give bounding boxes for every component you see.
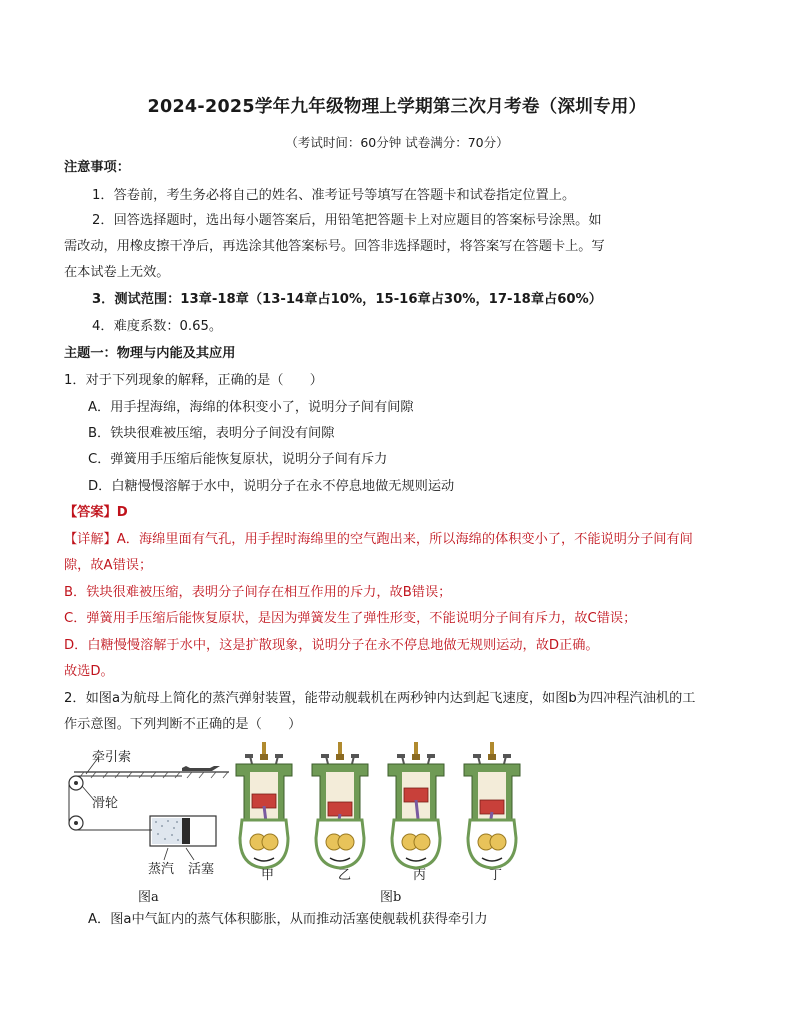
engine-2 xyxy=(312,742,368,868)
q1-option-d: D．白糖慢慢溶解于水中，说明分子在永不停息地做无规则运动 xyxy=(88,479,455,494)
notice-item-2: 2．回答选择题时，选出每小题答案后，用铅笔把答题卡上对应题目的答案标号涂黑。如 xyxy=(92,213,602,228)
fig-b-caption: 图b xyxy=(380,890,402,905)
notice-item-1: 1．答卷前，考生务必将自己的姓名、准考证号等填写在答题卡和试卷指定位置上。 xyxy=(92,188,576,203)
engine-1 xyxy=(236,742,292,868)
q2-stem: 2．如图a为航母上简化的蒸汽弹射装置，能带动舰载机在两秒钟内达到起飞速度，如图b为四冲程汽油机的工 xyxy=(64,691,696,706)
engine-label-1: 甲 xyxy=(261,868,275,883)
engine-label-4: 丁 xyxy=(489,868,503,883)
page-title: 2024-2025学年九年级物理上学期第三次月考卷（深圳专用） xyxy=(147,97,647,117)
q2-stem-cont: 作示意图。下列判断不正确的是（ ） xyxy=(64,717,302,732)
notice-item-3: 3．测试范围：13章-18章（13-14章占10%，15-16章占30%，17-18章占60%） xyxy=(92,292,602,307)
q1-option-b: B．铁块很难被压缩，表明分子间没有间隙 xyxy=(88,426,335,441)
q2-option-a: A．图a中气缸内的蒸气体积膨胀，从而推动活塞使舰载机获得牵引力 xyxy=(88,912,488,927)
notice-heading: 注意事项： xyxy=(64,160,130,175)
notice-item-2-end: 在本试卷上无效。 xyxy=(64,265,170,280)
q1-option-a: A．用手捏海绵，海绵的体积变小了，说明分子间有间隙 xyxy=(88,400,414,415)
label-piston: 活塞 xyxy=(188,862,215,877)
q1-detail-a: 【详解】A．海绵里面有气孔，用手捏时海绵里的空气跑出来，所以海绵的体积变小了，不能说明分子间有间 xyxy=(64,532,693,547)
fig-a-caption: 图a xyxy=(138,890,159,905)
q1-option-c: C．弹簧用手压缩后能恢复原状，说明分子间有斥力 xyxy=(88,452,388,467)
engine-label-2: 乙 xyxy=(338,868,352,883)
label-pulley: 滑轮 xyxy=(92,796,119,811)
section-heading: 主题一：物理与内能及其应用 xyxy=(64,346,236,361)
q1-detail-c: C．弹簧用手压缩后能恢复原状，是因为弹簧发生了弹性形变，不能说明分子间有斥力，故C错误； xyxy=(64,611,637,626)
exam-info: （考试时间：60分钟 试卷满分：70分） xyxy=(285,135,509,150)
engine-3 xyxy=(388,742,444,868)
notice-item-4: 4．难度系数：0.65。 xyxy=(92,319,223,334)
engine-label-3: 丙 xyxy=(413,868,427,883)
q1-stem: 1．对于下列现象的解释，正确的是（ ） xyxy=(64,373,323,388)
engine-4 xyxy=(464,742,520,868)
q1-answer: 【答案】D xyxy=(64,505,128,520)
label-tow-rope: 牵引索 xyxy=(92,750,132,765)
q1-detail-d: D．白糖慢慢溶解于水中，这是扩散现象，说明分子在永不停息地做无规则运动，故D正确。 xyxy=(64,638,599,653)
q1-conclusion: 故选D。 xyxy=(64,664,114,679)
notice-item-2-cont: 需改动，用橡皮擦干净后，再选涂其他答案标号。回答非选择题时，将答案写在答题卡上。写 xyxy=(64,239,605,254)
q1-detail-a-cont: 隙，故A错误； xyxy=(64,558,153,573)
label-steam: 蒸汽 xyxy=(148,862,175,877)
q1-detail-b: B．铁块很难被压缩，表明分子间存在相互作用的斥力，故B错误； xyxy=(64,585,452,600)
engine-strokes-diagram xyxy=(232,742,542,877)
